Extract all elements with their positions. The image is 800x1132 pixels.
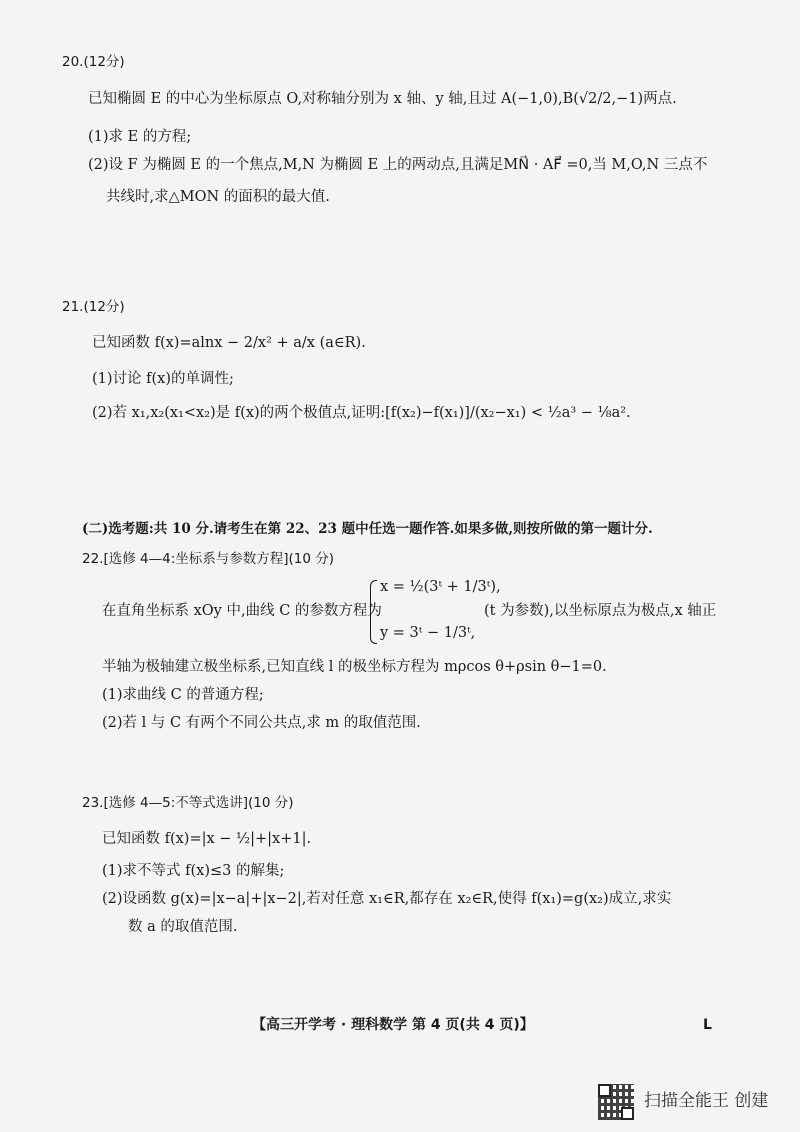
q22-part2: (2)若 l 与 C 有两个不同公共点,求 m 的取值范围.	[102, 715, 421, 731]
q21-stem: 已知函数 f(x)=alnx − 2/x² + a/x (a∈R).	[92, 335, 366, 351]
q22-eq-y: y = 3ᵗ − 1/3ᵗ,	[380, 625, 476, 641]
q23-part1: (1)求不等式 f(x)≤3 的解集;	[102, 863, 285, 879]
q22-eq-x: x = ½(3ᵗ + 1/3ᵗ),	[380, 579, 501, 595]
q22-stem-cont: 半轴为极轴建立极坐标系,已知直线 l 的极坐标方程为 mρcos θ+ρsin θ−1=0.	[102, 659, 607, 675]
q23-part2-line1: (2)设函数 g(x)=|x−a|+|x−2|,若对任意 x₁∈R,都存在 x₂∈R,使得 f(x₁)=g(x₂)成立,求实	[102, 891, 672, 907]
q20-number: 20.(12分)	[62, 54, 125, 70]
q22-stem-right: (t 为参数),以坐标原点为极点,x 轴正	[484, 603, 717, 619]
q21-number: 21.(12分)	[62, 299, 125, 315]
qr-code-icon	[598, 1084, 634, 1120]
q20-stem: 已知椭圆 E 的中心为坐标原点 O,对称轴分别为 x 轴、y 轴,且过 A(−1,0),B(√2/2,−1)两点.	[88, 91, 677, 107]
elective-note: (二)选考题:共 10 分.请考生在第 22、23 题中任选一题作答.如果多做,则按所做的第一题计分.	[82, 521, 653, 537]
q23-stem: 已知函数 f(x)=|x − ½|+|x+1|.	[102, 831, 312, 847]
q23-part2-line2: 数 a 的取值范围.	[128, 919, 238, 935]
page-footer: 【高三开学考 · 理科数学 第 4 页(共 4 页)】	[252, 1017, 534, 1033]
q22-system-brace	[370, 580, 377, 644]
scanner-watermark: 扫描全能王 创建	[644, 1091, 769, 1111]
q20-part2-line2: 共线时,求△MON 的面积的最大值.	[106, 189, 330, 205]
q20-part1: (1)求 E 的方程;	[88, 129, 192, 145]
q22-part1: (1)求曲线 C 的普通方程;	[102, 687, 264, 703]
q23-number: 23.[选修 4—5:不等式选讲](10 分)	[82, 795, 294, 811]
q21-part2: (2)若 x₁,x₂(x₁<x₂)是 f(x)的两个极值点,证明:[f(x₂)−f(x₁)]/(x₂−x₁) < ½a³ − ⅛a².	[92, 405, 631, 421]
page-code: L	[703, 1017, 712, 1033]
q21-part1: (1)讨论 f(x)的单调性;	[92, 371, 234, 387]
q22-number: 22.[选修 4—4:坐标系与参数方程](10 分)	[82, 551, 335, 567]
q20-part2-line1: (2)设 F 为椭圆 E 的一个焦点,M,N 为椭圆 E 上的两动点,且满足MN⃗ · AF⃗ =0,当 M,O,N 三点不	[88, 157, 708, 173]
q22-stem-left: 在直角坐标系 xOy 中,曲线 C 的参数方程为	[102, 603, 382, 619]
